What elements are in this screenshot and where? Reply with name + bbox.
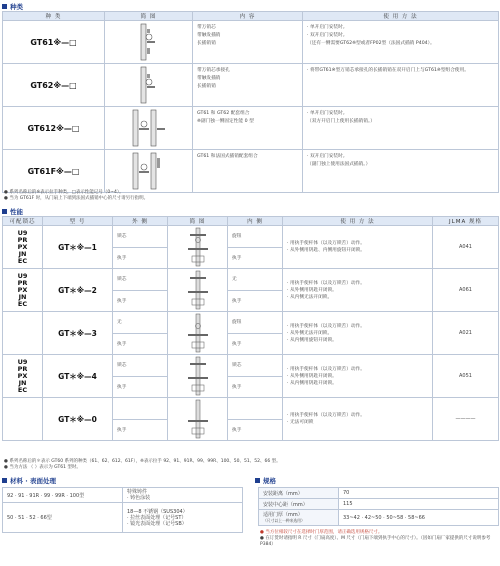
section-header-types (0, 2, 500, 10)
note-line: ● 当为 GT61F 时，从门扇上下端到法国式插销中心的尺寸请另行指明。 (4, 196, 149, 201)
usage-line: （双方开启门上使用长插销销。） (307, 119, 375, 124)
usage-cell (283, 355, 433, 398)
material-line: · 铸色涂装 (127, 495, 151, 501)
table-row (3, 398, 499, 420)
spec-key-text: 适用门厚（mm） (263, 512, 303, 518)
handle-diagram-icon (168, 398, 228, 440)
usage-cell (303, 150, 499, 193)
spec-key: 安装距离（mm） (259, 488, 339, 499)
inner-side: 执手 (228, 333, 283, 355)
note-line: ● 系列名称后的＊表示 GT60 系列的种类（61、62、612、61F），※表示拉手 92、91、91R、99、99R、100、50、51、52、66 型。 (4, 459, 281, 464)
table-row (3, 312, 499, 334)
types-table (2, 11, 499, 193)
usage-line: · 从内侧用钥匙开闭锁。 (287, 380, 337, 386)
usage-cell (283, 312, 433, 355)
diagram-cell (168, 355, 228, 398)
usage-cell (303, 107, 499, 150)
model-name: GT62※—□ (3, 64, 105, 107)
usage-line: · 无法可闭锁 (287, 420, 314, 425)
usage-line: · 双开启门安装时。 (307, 154, 348, 159)
jlma-spec: A021 (433, 312, 499, 355)
compat-text: U9 PR PX JN EC (17, 357, 28, 394)
table-row (3, 64, 499, 107)
section-title: 规格 (263, 476, 276, 485)
usage-line: · 将带GT61※型万销芯承接孔的长插销销在双开启门上与GT61※型组合使用。 (307, 68, 469, 73)
compat-text: U9 PR PX JN EC (17, 271, 28, 308)
material-desc (123, 503, 243, 533)
spec-value: 33~42 · 42~50 · 50~58 · 58~66 (339, 510, 499, 526)
spec-key: 安装中心距（mm） (259, 499, 339, 510)
model-name: GT61F※—□ (3, 150, 105, 193)
table-row (3, 107, 499, 150)
table-header-row (3, 217, 499, 226)
table-row (259, 510, 499, 526)
handle-diagram-icon (168, 312, 228, 354)
material-desc (123, 488, 243, 503)
content-line: 带万销芯 (197, 25, 216, 30)
usage-line: · 单开启门安装时。 (307, 111, 348, 116)
usage-line: · 用执手使杆体（以及万锁舌）动作。 (287, 366, 365, 372)
diagram-cell (105, 107, 193, 150)
usage-line: · 用执手使杆体（以及万锁舌）动作。 (287, 280, 365, 286)
compatible-cylinders (3, 269, 43, 312)
materials-table (2, 487, 243, 533)
note-line: ● 当为方法 （ ）表示为 GT61 型时。 (4, 465, 81, 470)
content-cell (193, 64, 303, 107)
handle-diagram-icon (168, 355, 228, 397)
inner-side (228, 398, 283, 420)
usage-line: · 用执手使杆体（以及万锁舌）动作。 (287, 241, 365, 246)
content-line: GT61 和 GT62 配套组合 (197, 111, 250, 116)
col-header: 简 图 (105, 12, 193, 21)
performance-table (2, 216, 499, 441)
section-header-performance (0, 207, 500, 215)
handle-diagram-icon (168, 269, 228, 311)
jlma-spec: A061 (433, 269, 499, 312)
usage-line: · 用执手使杆体（以及万锁舌）动作。 (287, 413, 365, 418)
col-header: 使 用 方 法 (303, 12, 499, 21)
note-line: ● 当方位相较尺寸在选择时门厚范围，请正确选用规格尺寸。 (260, 530, 383, 535)
content-cell (193, 107, 303, 150)
col-header: 型 号 (43, 217, 113, 226)
usage-line: · 单开启门安装时。 (307, 25, 348, 30)
table-row (3, 488, 243, 503)
usage-line: · 从外侧用钥匙开闭锁。 (287, 373, 337, 379)
handle-diagram-icon (168, 226, 228, 268)
spec-key (259, 510, 339, 526)
usage-line: · 用执手使杆体（以及万锁舌）动作。 (287, 323, 365, 329)
outer-side: 锁芯 (113, 355, 168, 377)
diagram-cell (168, 269, 228, 312)
model-name: GT＊※—3 (43, 312, 113, 355)
compatible-cylinders (3, 355, 43, 398)
table-row (3, 269, 499, 291)
usage-cell (303, 21, 499, 64)
usage-cell (283, 226, 433, 269)
material-model: 92 · 91 · 91R · 99 · 99R · 100型 (3, 488, 123, 503)
content-cell (193, 21, 303, 64)
col-header: 可配锁芯 (3, 217, 43, 226)
inner-side: 无 (228, 269, 283, 291)
inner-side: 旋钮 (228, 312, 283, 334)
table-row (259, 488, 499, 499)
table-row (3, 355, 499, 377)
jlma-spec: ———— (433, 398, 499, 441)
col-header: 外 侧 (113, 217, 168, 226)
spec-key-sub: （尺寸以上一种来选用） (263, 518, 305, 523)
section-header-specs (253, 476, 498, 484)
content-line: 带触发插销 (197, 76, 221, 81)
usage-line: · 从外侧用钥匙开闭锁。 (287, 287, 337, 293)
col-header: JLMA 规格 (433, 217, 499, 226)
diagram-cell (105, 21, 193, 64)
usage-line: · 从外侧无法开闭锁。 (287, 330, 333, 336)
section-header-materials (0, 476, 245, 484)
material-line: · 镜光表面处理（记号SB） (127, 520, 187, 527)
lock-diagram-icon (105, 107, 193, 149)
model-name: GT＊※—4 (43, 355, 113, 398)
inner-side: 执手 (228, 419, 283, 441)
inner-side: 锁芯 (228, 355, 283, 377)
outer-side: 执手 (113, 376, 168, 398)
outer-side: 锁芯 (113, 269, 168, 291)
spec-value: 115 (339, 499, 499, 510)
jlma-spec: A041 (433, 226, 499, 269)
col-header: 内 侧 (228, 217, 283, 226)
table-row (3, 503, 243, 533)
diagram-cell (105, 150, 193, 193)
content-line: 带万销芯承接孔 (197, 68, 230, 73)
note-line: ● 系列名称后的※表示拉手种类，□表示性能记号（0~4）。 (4, 190, 124, 195)
model-name: GT＊※—0 (43, 398, 113, 441)
compatible-cylinders-empty (3, 312, 43, 355)
model-name: GT61※—□ (3, 21, 105, 64)
compat-text: U9 PR PX JN EC (17, 228, 28, 265)
table-row (3, 226, 499, 248)
usage-line: · 从内侧用旋钮开闭锁。 (287, 337, 337, 343)
usage-line: （副门独上使用法国式插销。） (307, 162, 371, 167)
usage-cell (283, 398, 433, 441)
outer-side: 执手 (113, 247, 168, 269)
model-name: GT＊※—1 (43, 226, 113, 269)
usage-line: · 从外侧用钥匙、内侧用旋钮开闭锁。 (287, 248, 365, 253)
lock-diagram-icon (105, 64, 193, 106)
content-cell (193, 150, 303, 193)
section-marker-icon (2, 4, 7, 9)
col-header: 使 用 方 法 (283, 217, 433, 226)
col-header: 内 容 (193, 12, 303, 21)
compatible-cylinders (3, 226, 43, 269)
jlma-spec: A051 (433, 355, 499, 398)
outer-side: 执手 (113, 419, 168, 441)
outer-side: 执手 (113, 290, 168, 312)
usage-line: （还有一侧需要GT62※型或者FP02型（法国式插销 P404）。 (307, 41, 435, 46)
content-line: ※副门独一侧固定性能 0 型 (197, 119, 254, 124)
material-line: · 拉丝表面处理（记号ST） (127, 514, 187, 521)
section-title: 性能 (10, 207, 23, 216)
diagram-cell (105, 64, 193, 107)
lock-diagram-icon (105, 150, 193, 192)
material-line: 18—8 不锈钢（SUS304） (127, 508, 188, 515)
inner-side: 执手 (228, 290, 283, 312)
content-line: 长插销销 (197, 41, 216, 46)
section-marker-icon (255, 478, 260, 483)
compatible-cylinders-empty (3, 398, 43, 441)
col-header: 简 图 (168, 217, 228, 226)
section-marker-icon (2, 478, 7, 483)
diagram-cell (168, 226, 228, 269)
note-line: ● 在订货时请指明 R 尺寸（门扇高度）、M 尺寸（门扇下端到执手中心的尺寸）。（因如门扇厂家提供的尺寸说明参考 P384） (260, 536, 491, 547)
outer-side (113, 398, 168, 420)
spec-value: 70 (339, 488, 499, 499)
specs-table (258, 487, 499, 526)
content-line: 长插销销 (197, 84, 216, 89)
table-row (259, 499, 499, 510)
section2-notes (4, 459, 281, 471)
material-model: 50 · 51 · 52 · 66型 (3, 503, 123, 533)
table-row (3, 21, 499, 64)
table-header-row (3, 12, 499, 21)
usage-line: · 从内侧无法开闭锁。 (287, 294, 333, 300)
inner-side: 执手 (228, 247, 283, 269)
outer-side: 锁芯 (113, 226, 168, 248)
section1-notes (4, 190, 148, 202)
diagram-cell (168, 398, 228, 441)
usage-cell (303, 64, 499, 107)
outer-side: 无 (113, 312, 168, 334)
model-name: GT612※—□ (3, 107, 105, 150)
diagram-cell (168, 312, 228, 355)
content-line: GT61 和法国式插销配套组合 (197, 154, 258, 159)
section-title: 种类 (10, 2, 23, 11)
lock-diagram-icon (105, 21, 193, 63)
inner-side: 旋钮 (228, 226, 283, 248)
inner-side: 执手 (228, 376, 283, 398)
model-name: GT＊※—2 (43, 269, 113, 312)
col-header: 种 类 (3, 12, 105, 21)
material-line: 特殊铸件 (127, 489, 148, 495)
usage-line: · 双开启门安装时。 (307, 33, 348, 38)
section-title: 材料 · 表面处理 (10, 476, 56, 485)
outer-side: 执手 (113, 333, 168, 355)
section4-notes (260, 530, 496, 548)
table-row (3, 150, 499, 193)
content-line: 带触发插销 (197, 33, 221, 38)
section-marker-icon (2, 209, 7, 214)
usage-cell (283, 269, 433, 312)
